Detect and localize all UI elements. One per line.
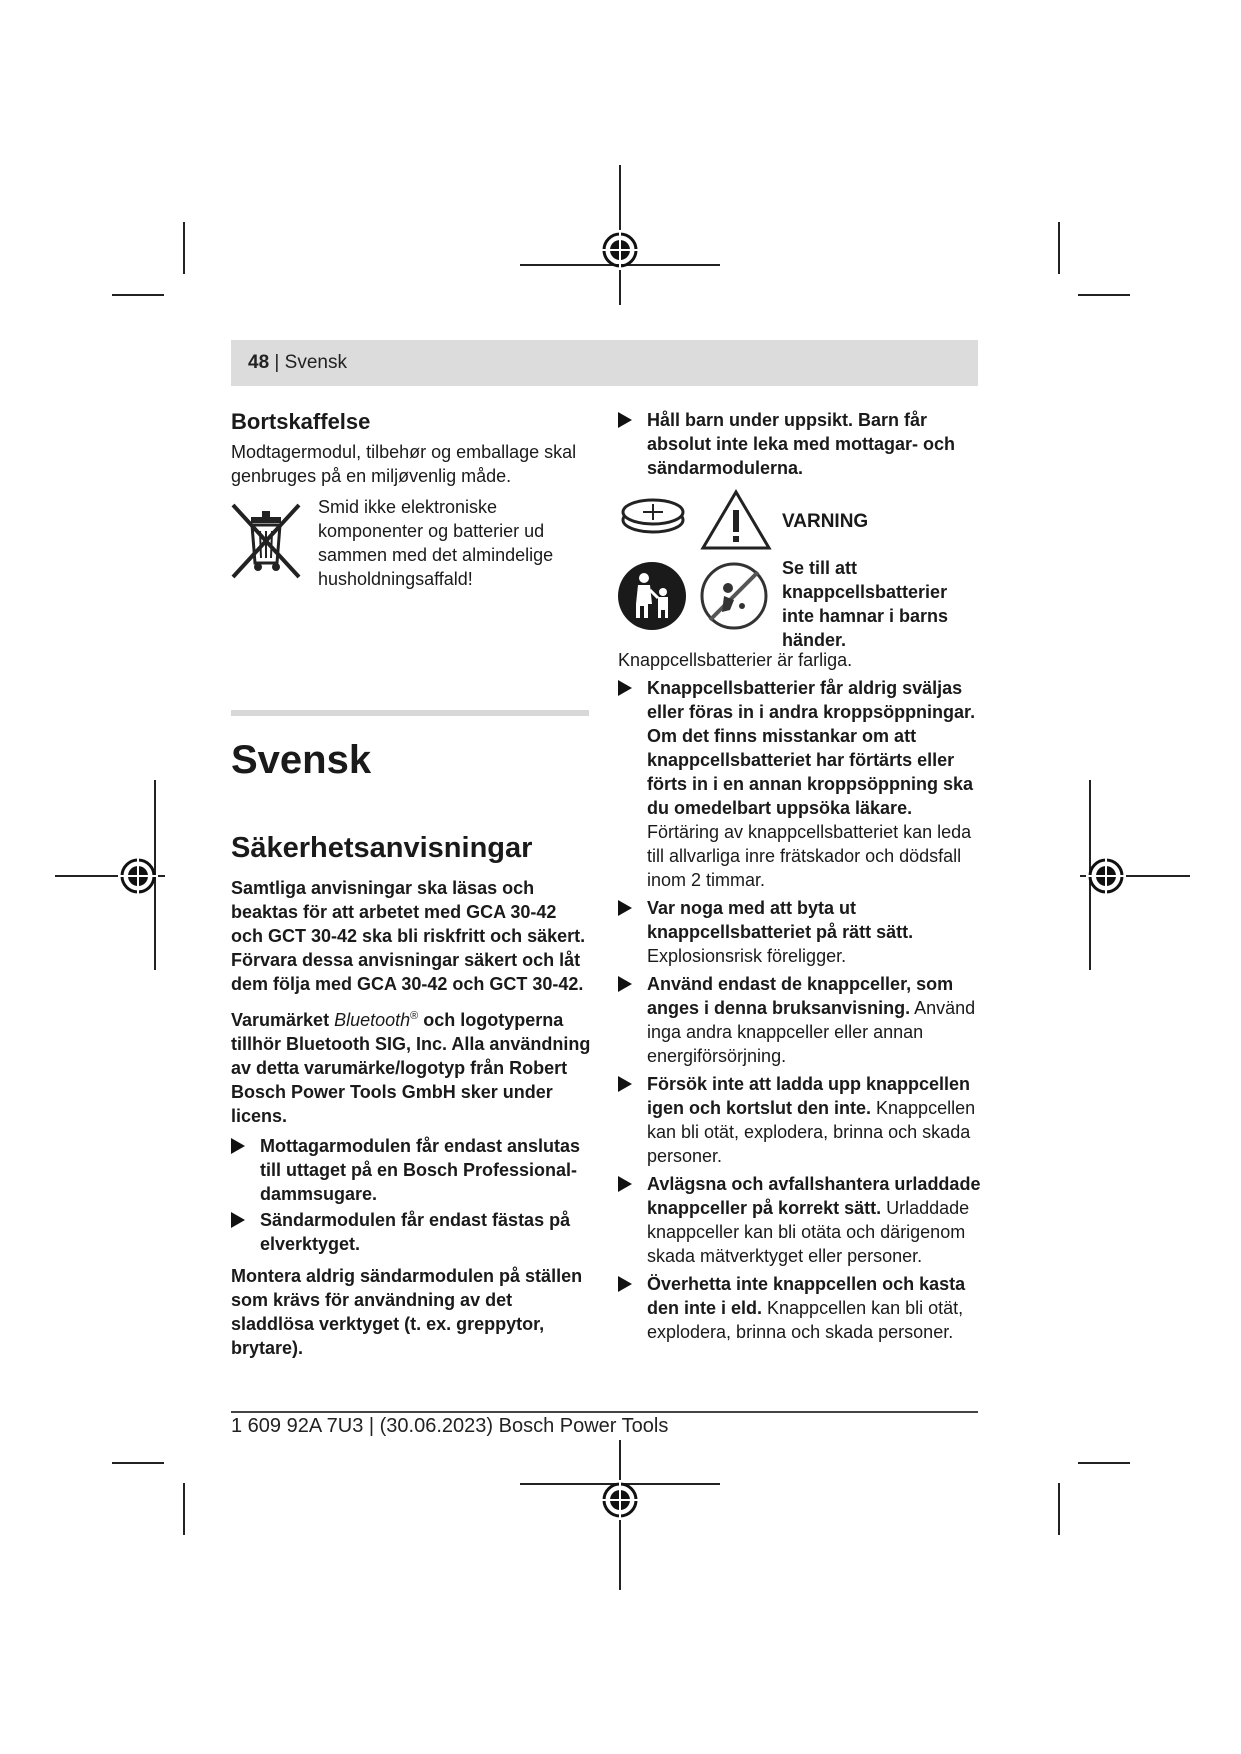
header-separator: | [274, 352, 280, 373]
crop-mark [1058, 222, 1060, 274]
section-title: Svensk [231, 738, 372, 782]
section-divider [231, 710, 589, 716]
list-item [618, 676, 982, 892]
bullet-bold: Knappcellsbatterier får aldrig sväljas eller föras in i andra kroppsöppningar. Om det finns misstankar om att knappcellsbatteriet har förtärts eller förts in i en annan kroppsöppning ska du omedelbart uppsöka läkare. [647, 678, 976, 818]
registration-mark-left [55, 780, 165, 970]
bullet-triangle-icon [618, 1076, 632, 1092]
registration-mark-bottom [520, 1440, 720, 1590]
trademark-registered: ® [410, 1010, 419, 1022]
page-header [248, 352, 347, 374]
trademark-pre: Varumärket [231, 1010, 335, 1030]
trademark-post: och logotyperna tillhör Bluetooth SIG, Inc. Alla användning av detta varumärke/logotyp från Robert Bosch Power Tools GmbH sker under licens. [231, 1010, 591, 1126]
bullet-normal: Använd inga andra knappceller eller annan energiförsörjning. [647, 998, 976, 1066]
warning-text: Se till att knappcellsbatterier inte hamnar i barns händer. [782, 558, 949, 650]
bullet-bold: Avlägsna och avfallshantera urladdade knappceller på korrekt sätt. [647, 1174, 981, 1218]
list-item [231, 1208, 593, 1256]
bullet-triangle-icon [231, 1212, 245, 1228]
registration-mark-top [520, 165, 720, 305]
bullet-normal: Knappcellen kan bli otät, explodera, brinna och skada personer. [647, 1098, 976, 1166]
bullet-normal: Förtäring av knappcellsbatteriet kan leda till allvarliga inre frätskador och dödsfall inom 2 timmar. [647, 822, 972, 890]
crop-mark [1078, 1462, 1130, 1464]
page-number: 48 [248, 352, 270, 373]
list-item [618, 408, 978, 480]
bullet-text: Håll barn under uppsikt. Barn får absolut inte leka med mottagar- och sändarmodulerna. [647, 410, 956, 478]
list-item [618, 1272, 982, 1344]
crop-mark [112, 1462, 164, 1464]
right-column-main [618, 648, 982, 1344]
list-item [618, 1172, 982, 1268]
no-swallow-icon [698, 560, 770, 632]
bullet-triangle-icon [618, 412, 632, 428]
bullet-bold: Försök inte att ladda upp knappcellen igen och kortslut den inte. [647, 1074, 971, 1118]
left-column-main [231, 736, 593, 1360]
final-paragraph: Montera aldrig sändarmodulen på ställen som krävs för användning av det sladdlösa verktyget (t. ex. greppytor, brytare). [231, 1266, 583, 1358]
page-footer: 1 609 92A 7U3 | (30.06.2023) Bosch Power Tools [231, 1415, 669, 1437]
bullet-normal: Explosionsrisk föreligger. [647, 946, 847, 966]
registration-mark-right [1080, 780, 1190, 970]
subsection-title: Säkerhetsanvisningar [231, 832, 533, 864]
right-column-top [618, 408, 978, 480]
bullet-text: Sändarmodulen får endast fästas på elverktyget. [260, 1210, 571, 1254]
crop-mark [112, 294, 164, 296]
intro-paragraph: Samtliga anvisningar ska läsas och beaktas för att arbetet med GCA 30-42 och GCT 30-42 ska bli riskfritt och säkert. Förvara dessa anvisningar säkert och låt dem följa med GCA 30-42 och GCT 30-42. [231, 878, 586, 994]
trademark-bluetooth: Bluetooth [334, 1010, 411, 1030]
warning-after-text: Knappcellsbatterier är farliga. [618, 650, 853, 670]
bortskaffelse-text: Modtagermodul, tilbehør og emballage skal genbruges på en miljøvenlig måde. [231, 442, 577, 486]
bullet-bold: Använd endast de knappceller, som anges i denna bruksanvisning. [647, 974, 954, 1018]
bullet-normal: Knappcellen kan bli otät, explodera, brinna och skada personer. [647, 1298, 964, 1342]
footer-rule [231, 1411, 978, 1413]
trademark-paragraph [231, 1004, 593, 1128]
left-column [231, 408, 593, 488]
bullet-text: Mottagarmodulen får endast anslutas till uttaget på en Bosch Professional-dammsugare. [260, 1136, 581, 1204]
coin-cell-battery-icon [618, 490, 688, 540]
list-item [618, 896, 982, 968]
weee-text: Smid ikke elektroniske komponenter og batterier ud sammen med det almindelige husholdningsaffald! [318, 497, 554, 589]
crop-mark [1078, 294, 1130, 296]
bullet-triangle-icon [231, 1138, 245, 1154]
list-item [618, 972, 982, 1068]
list-item [231, 1134, 593, 1206]
bullet-triangle-icon [618, 680, 632, 696]
bortskaffelse-heading: Bortskaffelse [231, 409, 371, 434]
bullet-triangle-icon [618, 1276, 632, 1292]
crop-mark [183, 222, 185, 274]
bullet-triangle-icon [618, 900, 632, 916]
bullet-normal: Urladdade knappceller kan bli otäta och därigenom skada mätverktyget eller personer. [647, 1198, 970, 1266]
bullet-bold: Överhetta inte knappcellen och kasta den inte i eld. [647, 1274, 966, 1318]
bullet-triangle-icon [618, 1176, 632, 1192]
crop-mark [1058, 1483, 1060, 1535]
list-item [618, 1072, 982, 1168]
header-language: Svensk [284, 352, 347, 373]
warning-triangle-icon [700, 488, 772, 552]
crop-mark [183, 1483, 185, 1535]
child-adult-icon [616, 560, 688, 632]
bullet-triangle-icon [618, 976, 632, 992]
warning-label: VARNING [782, 511, 869, 532]
weee-crossed-bin-icon [231, 503, 301, 583]
bullet-bold: Var noga med att byta ut knappcellsbatteriet på rätt sätt. [647, 898, 914, 942]
